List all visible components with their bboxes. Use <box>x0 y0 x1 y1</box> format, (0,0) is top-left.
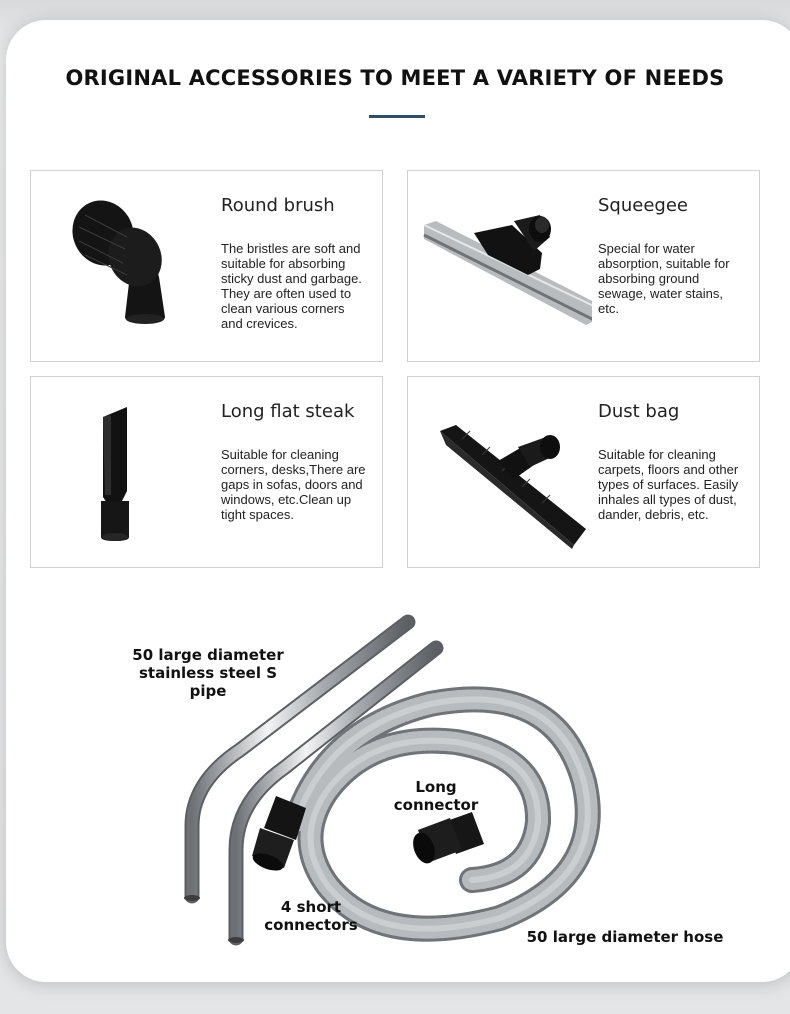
floor-brush-icon <box>422 391 592 555</box>
long-connector <box>409 812 484 866</box>
accessory-name: Round brush <box>221 195 335 216</box>
accessory-description: Suitable for cleaning corners, desks,There are gaps in sofas, doors and windows, etc.Clean up tight spaces. <box>221 447 366 522</box>
short-connectors-label: 4 short connectors <box>264 898 358 934</box>
accessory-description: Special for water absorption, suitable for absorbing ground sewage, water stains, etc. <box>598 241 730 316</box>
accessory-card-round-brush <box>30 170 383 362</box>
accessory-card-long-flat-steak <box>30 376 383 568</box>
title-underline <box>369 115 425 118</box>
page-title: ORIGINAL ACCESSORIES TO MEET A VARIETY OF NEEDS <box>65 66 725 90</box>
round-brush-icon <box>45 185 215 349</box>
accessory-description: Suitable for cleaning carpets, floors and other types of surfaces. Easily inhales all types of dust, dander, debris, etc. <box>598 447 739 522</box>
squeegee-icon <box>422 185 592 349</box>
accessory-name: Squeegee <box>598 195 688 216</box>
hose-label: 50 large diameter hose <box>526 928 724 946</box>
accessory-description: The bristles are soft and suitable for absorbing sticky dust and garbage. They are often used to clean various corners and crevices. <box>221 241 362 331</box>
crevice-tool-icon <box>45 391 215 555</box>
pipe-label: 50 large diameter stainless steel S pipe <box>132 646 284 700</box>
accessory-card-dust-bag <box>407 376 760 568</box>
long-connector-label: Long connector <box>393 778 479 814</box>
accessory-name: Dust bag <box>598 401 680 422</box>
accessory-name: Long flat steak <box>221 401 355 422</box>
hose <box>296 699 588 928</box>
accessory-card-squeegee <box>407 170 760 362</box>
